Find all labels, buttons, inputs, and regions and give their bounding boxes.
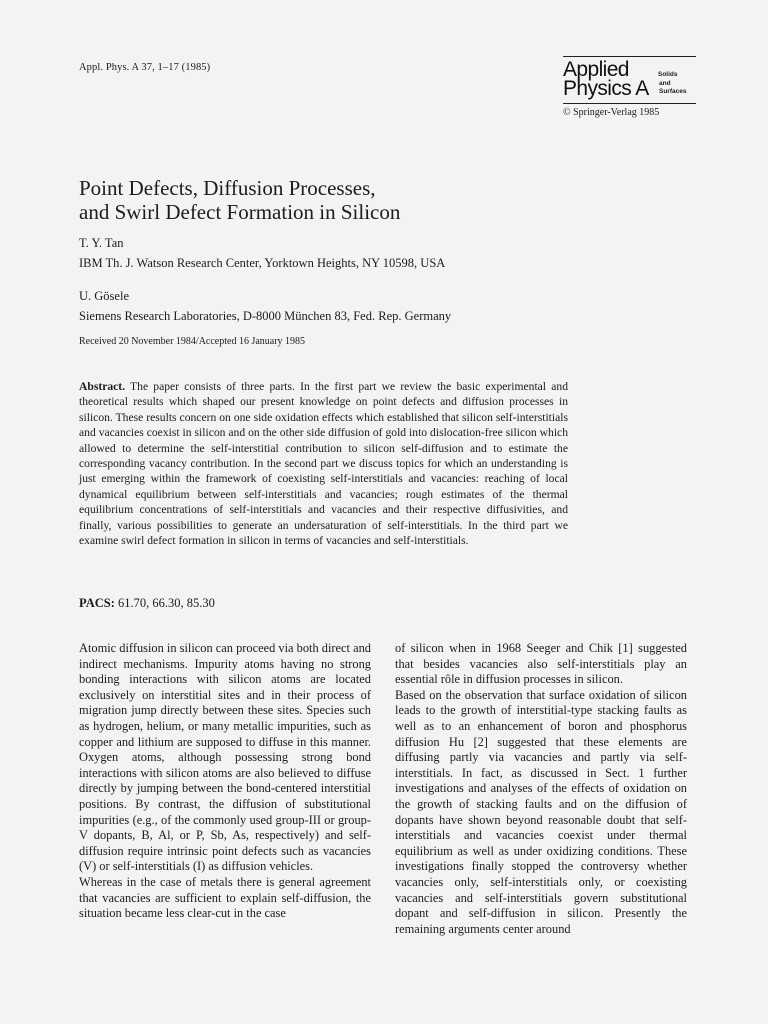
- abstract-text: The paper consists of three parts. In the first part we review the basic experimental and theoretical results which shaped our present knowledge on point defects and diffusion processes in silicon. These results concern on one side oxidation effects which established that silicon self-interstitials and vacancies coexist in silicon and on the other side diffusion of gold into dislocation-free silicon which allowed to determine the self-interstitial contribution to silicon self-diffusion and to estimate the corresponding vacancy contribution. In the second part we discuss topics for which an understanding is just emerging within the framework of coexisting self-interstitials and vacancies: reaching of local dynamical equilibrium between self-interstitials and vacancies; rough estimates of the thermal equilibrium concentrations of self-interstitials and vacancies and their respective diffusivities, and finally, various possibilities to generate an undersaturation of self-interstitials. In the third part we examine swirl defect formation in silicon in terms of vacancies and self-interstitials.: [79, 380, 568, 548]
- logo-physics-a: Physics A: [563, 77, 649, 100]
- paper-title: [79, 176, 539, 224]
- body-paragraph: of silicon when in 1968 Seeger and Chik [1] suggested that besides vacancies also self-interstitials play an essential rôle in diffusion processes in silicon.: [395, 641, 687, 687]
- logo-bottom-rule: [563, 103, 696, 104]
- body-paragraph: Based on the observation that surface oxidation of silicon leads to the growth of interstitial-type stacking faults as well as to an enhancement of boron and phosphorus diffusion Hu [2] suggested that these elements are diffusing partly via vacancies and partly via self-interstitials. In fact, as discussed in Sect. 1 further investigations and analyses of the effects of oxidation on the growth of stacking faults and on the diffusion of dopants have shown beyond reasonable doubt that self-interstitials and vacancies coexist under thermal equilibrium as well as under oxidizing conditions. These investigations finally stopped the controversy whether vacancies only, self-interstitials only, or coexisting vacancies and self-interstitials govern substitutional dopant and self-diffusion in silicon. Presently the remaining arguments center around: [395, 687, 687, 936]
- affiliation-1: IBM Th. J. Watson Research Center, Yorktown Heights, NY 10598, USA: [79, 256, 446, 270]
- journal-logo: [563, 58, 703, 104]
- received-date: Received 20 November 1984/Accepted 16 January 1985: [79, 336, 306, 347]
- body-paragraph: Atomic diffusion in silicon can proceed via both direct and indirect mechanisms. Impurity atoms having no strong bonding interactions with silicon atoms are located exclusively on interstitial sites and in their process of migration jump directly between these sites. Species such as hydrogen, helium, or many metallic impurities, such as copper and lithium are supposed to diffuse in this manner. Oxygen atoms, although possessing strong bond interactions with silicon atoms are also believed to diffuse directly by jumping between the bond-centered interstitial positions. By contrast, the diffusion of substitutional impurities (e.g., of the commonly used group-III or group-V dopants, B, Al, or P, Sb, As, respectively) and self-diffusion require intrinsic point defects such as vacancies (V) or self-interstitials (I) as diffusion vehicles.: [79, 641, 371, 874]
- journal-citation: Appl. Phys. A 37, 1–17 (1985): [79, 62, 211, 73]
- affiliation-2: Siemens Research Laboratories, D-8000 München 83, Fed. Rep. Germany: [79, 309, 452, 323]
- abstract-label: Abstract.: [79, 380, 126, 393]
- pacs-label: PACS:: [79, 596, 115, 610]
- title-line-1: Point Defects, Diffusion Processes,: [79, 176, 376, 200]
- logo-applied: Applied: [563, 58, 629, 81]
- pacs-line: [79, 596, 215, 611]
- body-column-right: [395, 641, 687, 937]
- body-paragraph: Whereas in the case of metals there is general agreement that vacancies are sufficient to explain self-diffusion, the situation became less clear-cut in the case: [79, 874, 371, 921]
- abstract: [79, 379, 568, 548]
- author-1: T. Y. Tan: [79, 236, 124, 250]
- logo-surfaces: Surfaces: [659, 88, 687, 95]
- author-2: U. Gösele: [79, 289, 129, 303]
- copyright-notice: © Springer-Verlag 1985: [563, 107, 660, 118]
- pacs-values: 61.70, 66.30, 85.30: [114, 596, 215, 610]
- body-column-left: [79, 641, 371, 922]
- title-line-2: and Swirl Defect Formation in Silicon: [79, 200, 401, 224]
- logo-top-rule: [563, 56, 696, 57]
- logo-and: and: [659, 80, 671, 87]
- logo-solids: Solids: [658, 71, 678, 78]
